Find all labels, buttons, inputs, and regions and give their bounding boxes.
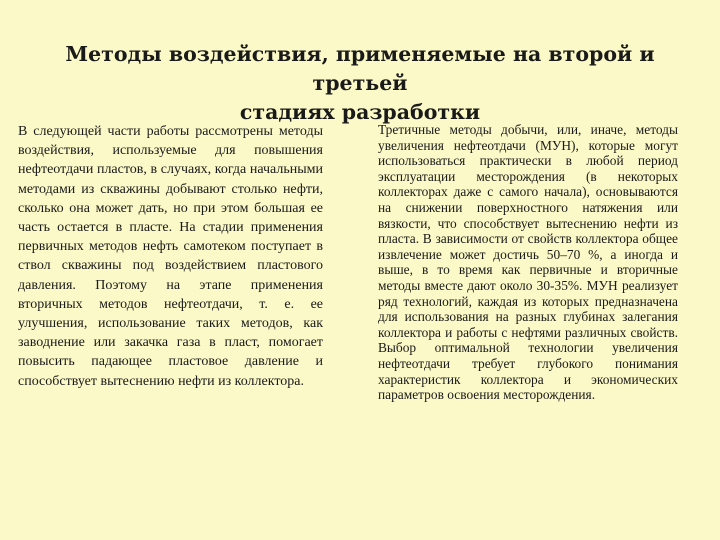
left-column-paragraph: В следующей части работы рассмотрены методы воздействия, используемые для повышения нефтеотдачи пластов, в случаях, когда начальными методами из скважины добывают столько нефти, сколько она может дать, но при этом большая ее часть остается в пласте. На стадии применения первичных методов нефть самотеком поступает в ствол скважины под воздействием пластового давления. Поэтому на этапе применения вторичных методов нефтеотдачи, т. е. ее улучшения, использование таких методов, как заводнение или закачка газа в пласт, помогает повысить падающее пластовое давление и способствует вытеснению нефти из коллектора. (18, 124, 323, 389)
right-column-paragraph: Третичные методы добычи, или, иначе, методы увеличения нефтеотдачи (МУН), которые могут использоваться практически в любой период эксплуатации месторождения (в некоторых коллекторах даже с самого начала), основываются на снижении поверхностного натяжения или вязкости, что способствует вытеснению нефти из пласта. В зависимости от свойств коллектора общее извлечение может достичь 50–70 %, а иногда и выше, в то время как первичные и вторичные методы вместе дают около 30-35%. МУН реализует ряд технологий, каждая из которых предназначена для использования на разных глубинах залегания коллектора и работы с нефтями различных свойств. Выбор оптимальной технологии увеличения нефтеотдачи требует глубокого понимания характеристик коллектора и экономических параметров освоения месторождения. (378, 122, 678, 403)
slide-title-line-1: Методы воздействия, применяемые на второй и третьей (65, 42, 655, 95)
left-text-column (18, 122, 323, 391)
slide-title-line-2: стадиях разработки (239, 100, 481, 124)
slide-title (30, 40, 690, 127)
right-text-column (378, 122, 678, 403)
